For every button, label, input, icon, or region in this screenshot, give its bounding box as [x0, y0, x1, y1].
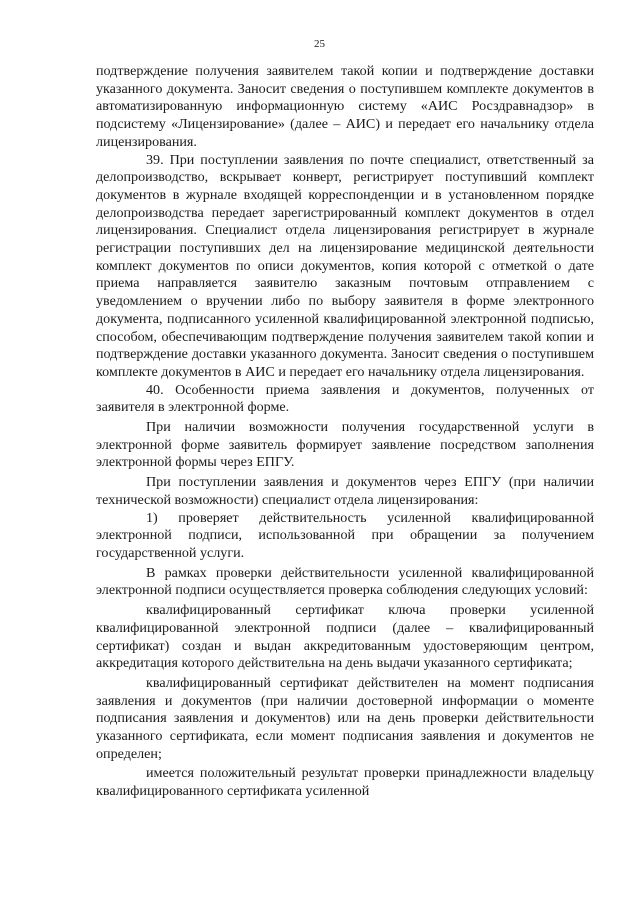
page-number: 25 — [314, 38, 325, 50]
paragraph-epgu-receipt: При поступлении заявления и документов через ЕПГУ (при наличии технической возможности) специалист отдела лицензирования: — [96, 474, 594, 508]
paragraph-item-40: 40. Особенности приема заявления и документов, полученных от заявителя в электронной форме. — [96, 381, 594, 416]
document-body — [96, 63, 594, 801]
paragraph-signature-check: В рамках проверки действительности усиленной квалифицированной электронной подписи осуществляется проверка соблюдения следующих условий: — [96, 564, 594, 599]
paragraph-item-39: 39. При поступлении заявления по почте специалист, ответственный за делопроизводство, вскрывает конверт, регистрирует поступивший комплект документов в журнале входящей корреспонденции и в установленном порядке делопроизводства передает зарегистрированный комплект документов в отдел лицензирования. Специалист отдела лицензирования регистрирует в журнале регистрации поступивших дел на лицензирование медицинской деятельности комплект документов по описи документов, копия которой с отметкой о дате приема направляется заявителю заказным почтовым отправлением с уведомлением о вручении либо по выбору заявителя в форме электронного документа, подписанного усиленной квалифицированной электронной подписью, способом, обеспечивающим подтверждение получения заявителем такой копии и подтверждение доставки указанного документа. Заносит сведения о поступившем комплекте документов в АИС и передает его начальнику отдела лицензирования. — [96, 151, 594, 380]
paragraph-electronic-form: При наличии возможности получения государственной услуги в электронной форме заявитель формирует заявление посредством заполнения электронной формы через ЕПГУ. — [96, 419, 594, 471]
paragraph-condition-certificate-issued: квалифицированный сертификат ключа проверки усиленной квалифицированной электронной подписи (далее – квалифицированный сертификат) создан и выдан аккредитованным удостоверяющим центром, аккредитация которого действительна на день выдачи указанного сертификата; — [96, 602, 594, 672]
paragraph-continuation: подтверждение получения заявителем такой копии и подтверждение доставки указанного документа. Заносит сведения о поступившем комплекте документов в автоматизированную информационную систему «АИС Росздравнадзор» в подсистему «Лицензирование» (далее – АИС) и передает его начальнику отдела лицензирования. — [96, 63, 594, 150]
paragraph-subitem-1: 1) проверяет действительность усиленной квалифицированной электронной подписи, использованной при обращении за получением государственной услуги. — [96, 509, 594, 561]
paragraph-condition-certificate-valid: квалифицированный сертификат действителен на момент подписания заявления и документов (при наличии достоверной информации о моменте подписания заявления и документов) или на день проверки действительности указанного сертификата, если момент подписания заявления и документов не определен; — [96, 674, 594, 762]
paragraph-condition-ownership: имеется положительный результат проверки принадлежности владельцу квалифицированного сертификата усиленной — [96, 765, 594, 800]
